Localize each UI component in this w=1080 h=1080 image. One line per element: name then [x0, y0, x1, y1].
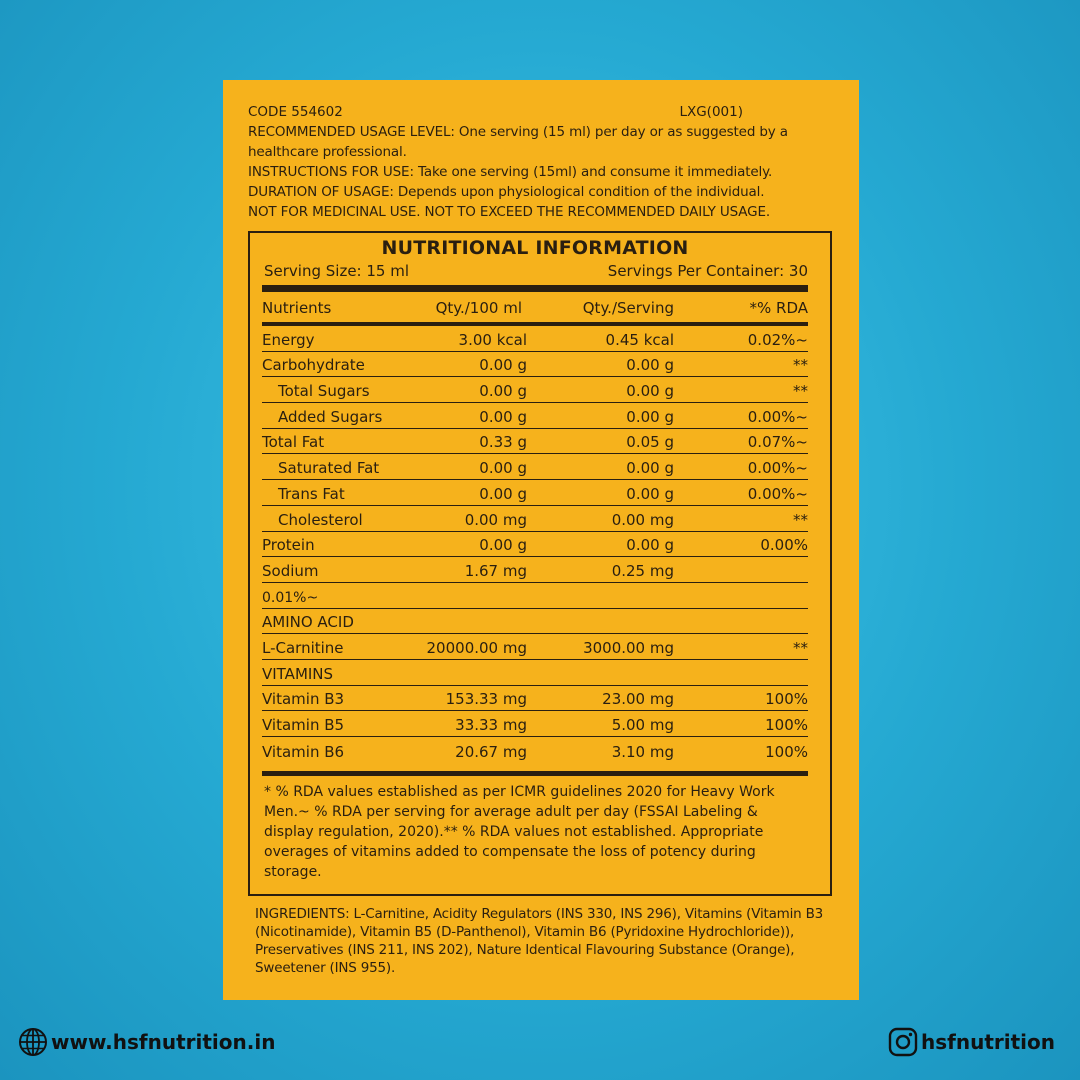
qty-per100: 33.33 mg	[455, 716, 527, 734]
rda-value: 0.00%~	[747, 459, 808, 478]
nutrient-name: Energy	[262, 330, 315, 349]
table-row	[262, 326, 808, 352]
qty-serving: 0.00 g	[626, 459, 674, 478]
rda-value: 0.00%~	[747, 484, 808, 503]
rda-value: **	[793, 382, 808, 401]
divider-thick	[262, 285, 808, 292]
qty-serving: 5.00 mg	[611, 716, 674, 734]
product-label	[223, 80, 859, 1000]
qty-serving: 0.00 g	[626, 536, 674, 555]
nutrition-title: NUTRITIONAL INFORMATION	[381, 237, 689, 259]
nutrient-name: Carbohydrate	[262, 356, 365, 375]
vitamins-heading-row	[262, 660, 808, 686]
website-text: www.hsfnutrition.in	[51, 1030, 276, 1054]
servings-per-container: Servings Per Container: 30	[607, 262, 808, 280]
table-row	[262, 711, 808, 737]
nutrient-name: Added Sugars	[278, 407, 383, 426]
instructions: INSTRUCTIONS FOR USE: Take one serving (15ml) and consume it immediately.	[248, 164, 773, 180]
ingredients-list: INGREDIENTS: L-Carnitine, Acidity Regulators (INS 330, INS 296), Vitamins (Vitamin B3 (Nicotinamide), Vitamin B5 (D-Panthenol), Vitamin B6 (Pyridoxine Hydrochloride)), Preservatives (INS 211, INS 202), Nature Identical Flavouring Substance (Orange), Sweetener (INS 955).	[255, 906, 824, 976]
table-row	[262, 377, 808, 403]
qty-serving: 0.25 mg	[611, 561, 674, 580]
qty-serving: 0.00 g	[626, 484, 674, 503]
qty-per100: 0.00 g	[479, 484, 527, 503]
qty-per100: 0.00 g	[479, 536, 527, 555]
website-link[interactable]	[18, 1027, 275, 1057]
table-row	[262, 634, 808, 660]
qty-per100: 20.67 mg	[455, 742, 527, 761]
nutrient-name: L-Carnitine	[262, 638, 344, 657]
table-row	[262, 454, 808, 480]
nutrient-name: Protein	[262, 536, 315, 555]
sodium-rda-row	[262, 583, 808, 609]
instagram-handle: hsfnutrition	[921, 1030, 1055, 1054]
qty-per100: 3.00 kcal	[458, 330, 527, 349]
table-row	[262, 506, 808, 532]
qty-serving: 0.00 g	[626, 356, 674, 375]
rda-value: 0.00%	[760, 536, 808, 555]
qty-per100: 0.00 g	[479, 407, 527, 426]
rda-value: **	[793, 510, 808, 529]
nutrient-name: Vitamin B5	[262, 716, 345, 734]
qty-per100: 153.33 mg	[445, 690, 527, 709]
qty-per100: 0.00 g	[479, 356, 527, 375]
rda-value: **	[793, 638, 808, 657]
qty-per100: 0.00 g	[479, 459, 527, 478]
qty-serving: 0.00 mg	[611, 510, 674, 529]
qty-serving: 0.00 g	[626, 382, 674, 401]
nutrient-name: Vitamin B3	[262, 690, 345, 709]
qty-per100: 20000.00 mg	[426, 638, 527, 657]
rda-value: **	[793, 356, 808, 375]
vitamins-heading: VITAMINS	[262, 664, 334, 683]
header-rda: *% RDA	[749, 299, 808, 317]
qty-per100: 0.00 mg	[464, 510, 527, 529]
table-row	[262, 557, 808, 583]
nutrient-name: Saturated Fat	[278, 459, 380, 478]
header-serving: Qty./Serving	[582, 299, 674, 317]
amino-acid-heading-row	[262, 609, 808, 635]
table-row	[262, 480, 808, 506]
header-nutrients: Nutrients	[262, 299, 332, 317]
instagram-link[interactable]	[888, 1027, 1055, 1057]
qty-serving: 0.45 kcal	[605, 330, 674, 349]
nutrient-name: Cholesterol	[278, 510, 363, 529]
qty-per100: 0.00 g	[479, 382, 527, 401]
table-row	[262, 403, 808, 429]
table-row	[262, 737, 808, 763]
globe-icon	[18, 1027, 48, 1057]
qty-serving: 0.00 g	[626, 407, 674, 426]
instagram-icon	[888, 1027, 918, 1057]
qty-serving: 3.10 mg	[611, 742, 674, 761]
nutrient-name: Vitamin B6	[262, 742, 345, 761]
serving-info	[262, 262, 808, 280]
qty-serving: 23.00 mg	[602, 690, 674, 709]
sodium-rda: 0.01%~	[262, 589, 319, 606]
table-row	[262, 686, 808, 712]
duration: DURATION OF USAGE: Depends upon physiological condition of the individual.	[248, 184, 765, 200]
nutrient-name: Total Fat	[262, 433, 325, 452]
table-row	[262, 532, 808, 558]
serving-size: Serving Size: 15 ml	[264, 262, 410, 280]
qty-per100: 1.67 mg	[464, 561, 527, 580]
rda-value: 0.02%~	[747, 330, 808, 349]
rda-value: 0.00%~	[747, 407, 808, 426]
amino-acid-heading: AMINO ACID	[262, 613, 354, 632]
nutrient-name: Trans Fat	[278, 484, 345, 503]
nutrient-name: Sodium	[262, 561, 319, 580]
product-code: CODE 554602	[248, 104, 343, 120]
qty-serving: 3000.00 mg	[583, 638, 674, 657]
usage-level: RECOMMENDED USAGE LEVEL: One serving (15 ml) per day or as suggested by a healthcare professional.	[248, 124, 788, 160]
table-header	[262, 292, 808, 326]
divider-thick	[262, 771, 808, 776]
rda-value: 100%	[765, 716, 808, 734]
label-codes	[248, 102, 833, 122]
table-row	[262, 352, 808, 378]
rda-value: 0.07%~	[747, 433, 808, 452]
rda-value: 100%	[765, 742, 808, 761]
rda-footnote: * % RDA values established as per ICMR guidelines 2020 for Heavy Work Men.~ % RDA per serving for average adult per day (FSSAI Labeling & display regulation, 2020).** % RDA values not established. Appropriate overages of vitamins added to compensate the loss of potency during storage.	[264, 783, 775, 880]
qty-serving: 0.05 g	[626, 433, 674, 452]
rda-value: 100%	[765, 690, 808, 709]
qty-per100: 0.33 g	[479, 433, 527, 452]
nutrition-panel	[248, 231, 832, 896]
batch-code: LXG(001)	[679, 104, 743, 120]
nutrient-name: Total Sugars	[278, 382, 370, 401]
warning: NOT FOR MEDICINAL USE. NOT TO EXCEED THE RECOMMENDED DAILY USAGE.	[248, 204, 770, 220]
header-per100: Qty./100 ml	[435, 299, 522, 317]
table-row	[262, 429, 808, 455]
